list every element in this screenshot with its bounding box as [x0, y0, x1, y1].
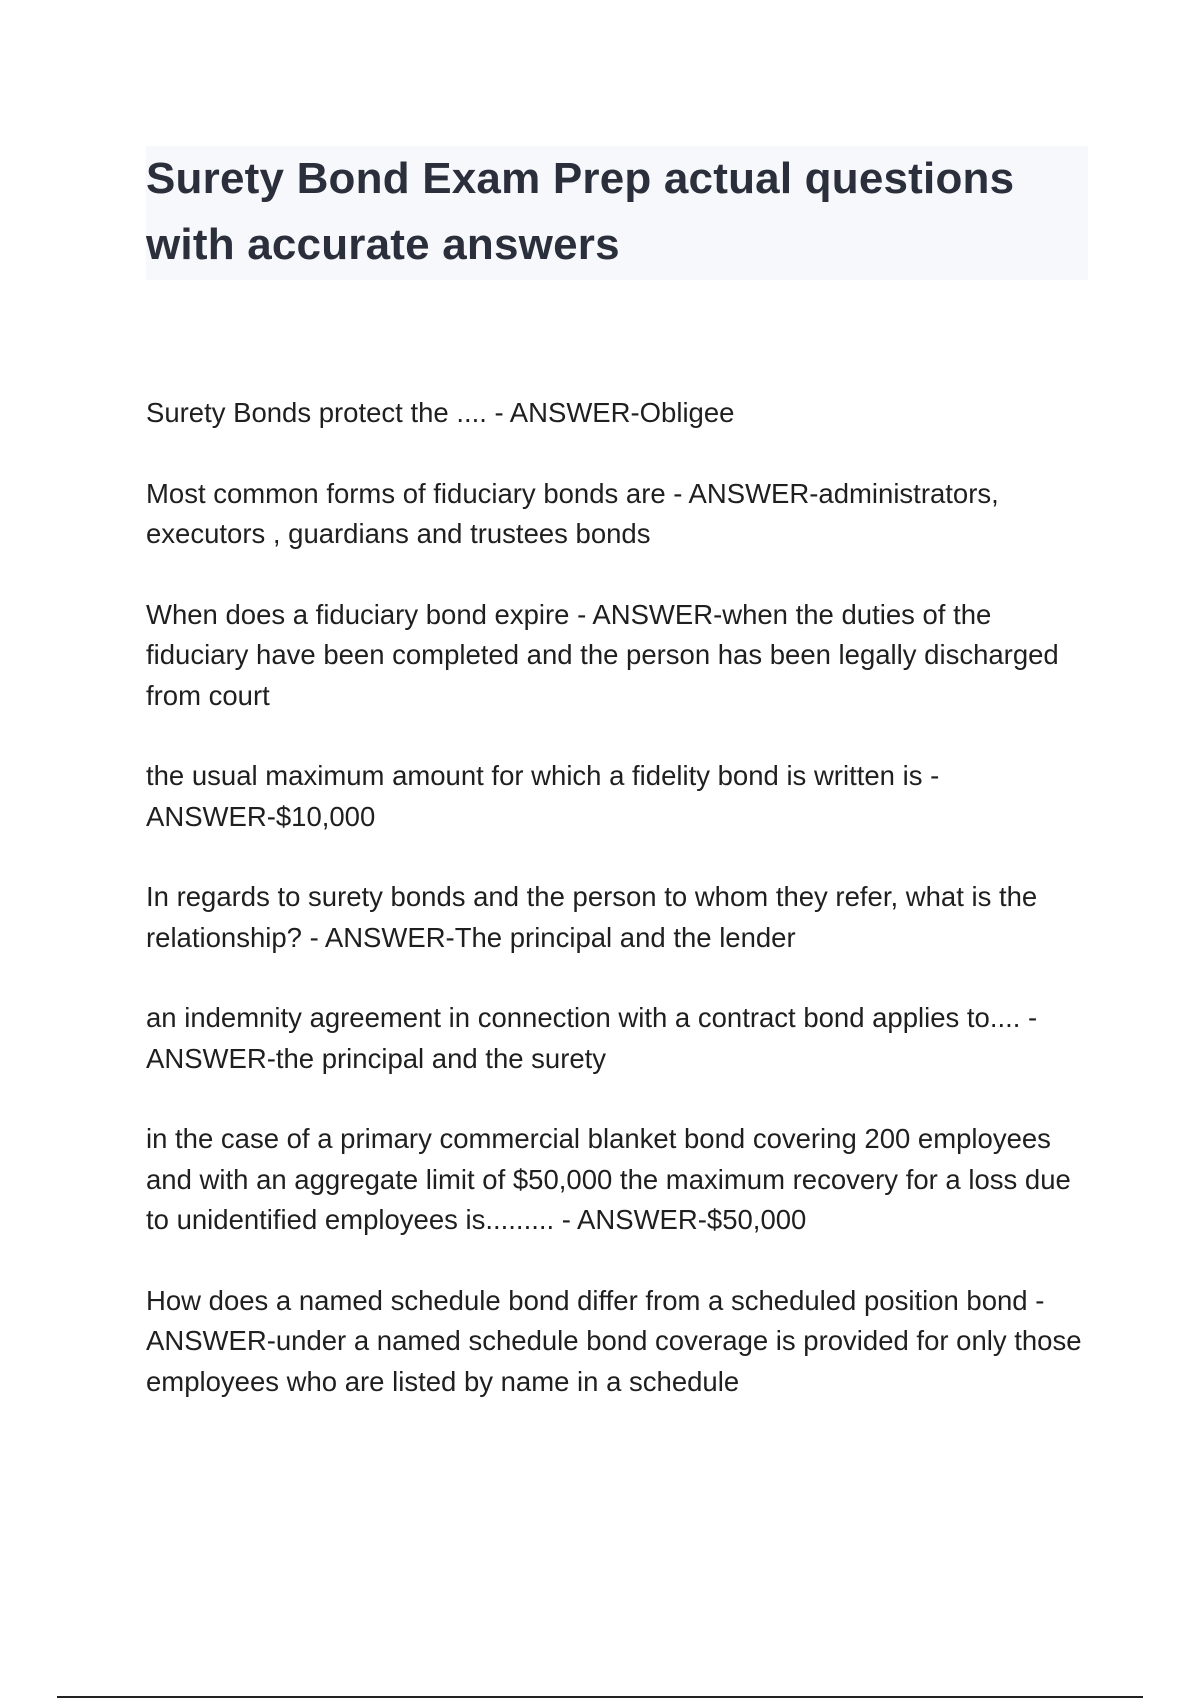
qa-item: Most common forms of fiduciary bonds are - ANSWER-administrators, executors , guardians and trustees bonds	[146, 477, 999, 549]
title-line-1: Surety Bond Exam Prep actual questions	[146, 154, 1015, 203]
qa-item: How does a named schedule bond differ from a scheduled position bond - ANSWER-under a named schedule bond coverage is provided for only those employees who are listed by name in a schedule	[146, 1284, 1082, 1397]
title-line-2: with accurate answers	[146, 220, 620, 269]
page-title	[146, 146, 1088, 278]
qa-item: Surety Bonds protect the .... - ANSWER-Obligee	[146, 397, 735, 428]
title-box	[146, 146, 1088, 280]
footer-divider	[57, 1696, 1143, 1698]
qa-list	[146, 393, 1096, 1442]
qa-item: an indemnity agreement in connection with a contract bond applies to.... - ANSWER-the principal and the surety	[146, 1002, 1038, 1074]
qa-item: the usual maximum amount for which a fidelity bond is written is - ANSWER-$10,000	[146, 760, 940, 832]
qa-item: in the case of a primary commercial blanket bond covering 200 employees and with an aggregate limit of $50,000 the maximum recovery for a loss due to unidentified employees is......... - ANSWER-$50,000	[146, 1123, 1071, 1235]
qa-item: In regards to surety bonds and the person to whom they refer, what is the relationship? - ANSWER-The principal and the lender	[146, 881, 1038, 953]
qa-item: When does a fiduciary bond expire - ANSWER-when the duties of the fiduciary have been completed and the person has been legally discharged from court	[146, 598, 1059, 711]
